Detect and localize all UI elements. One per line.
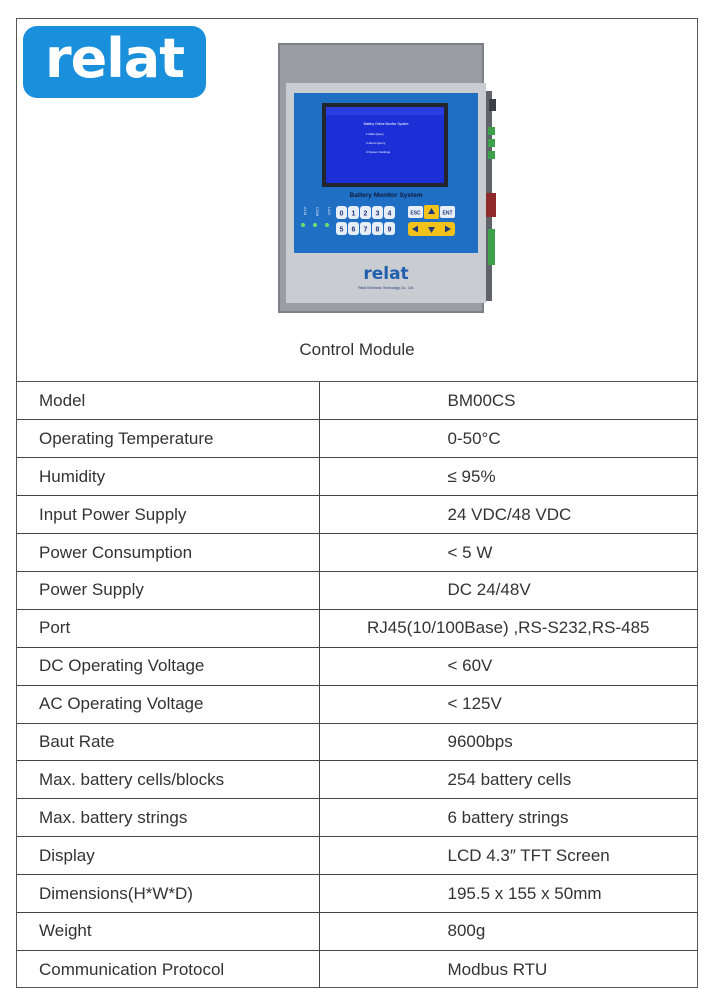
- svg-text:9: 9: [387, 226, 392, 234]
- spec-value: 24 VDC/48 VDC: [319, 496, 697, 534]
- spec-row: [17, 912, 697, 950]
- spec-value: 9600bps: [319, 723, 697, 761]
- spec-value: 254 battery cells: [319, 761, 697, 799]
- lcd-screen: [326, 107, 444, 183]
- svg-text:4: 4: [387, 210, 392, 218]
- panel-title: Battery Monitor System: [349, 192, 423, 199]
- spec-value: < 5 W: [319, 534, 697, 572]
- spec-row: [17, 875, 697, 913]
- spec-row: [17, 609, 697, 647]
- spec-row: [17, 685, 697, 723]
- spec-label: Humidity: [17, 458, 319, 496]
- spec-value: BM00CS: [319, 382, 697, 420]
- spec-label: DC Operating Voltage: [17, 647, 319, 685]
- spec-label: Power Supply: [17, 571, 319, 609]
- spec-label: Weight: [17, 912, 319, 950]
- spec-value: LCD 4.3″ TFT Screen: [319, 837, 697, 875]
- spec-label: Model: [17, 382, 319, 420]
- spec-row: [17, 647, 697, 685]
- keypad-key: [372, 222, 383, 235]
- spec-value: ≤ 95%: [319, 458, 697, 496]
- spec-label: Communication Protocol: [17, 950, 319, 988]
- spec-row: [17, 723, 697, 761]
- led-alm: [301, 223, 305, 227]
- spec-table: [17, 382, 697, 988]
- spec-label: Display: [17, 837, 319, 875]
- spec-label: Dimensions(H*W*D): [17, 875, 319, 913]
- keypad-key: [360, 206, 371, 219]
- esc-key: ESC: [410, 210, 421, 217]
- spec-row: [17, 837, 697, 875]
- spec-row: [17, 950, 697, 988]
- spec-row: [17, 799, 697, 837]
- ent-key: ENT: [442, 210, 453, 217]
- spec-row: [17, 761, 697, 799]
- led-label-lan: LAN: [327, 207, 332, 215]
- led-label-alm: ALM: [303, 207, 308, 216]
- spec-label: Max. battery strings: [17, 799, 319, 837]
- keypad-key: [336, 206, 347, 219]
- spec-label: Power Consumption: [17, 534, 319, 572]
- control-module-image: [272, 43, 497, 313]
- led-lan: [325, 223, 329, 227]
- svg-text:6: 6: [351, 226, 356, 234]
- keypad-key: [348, 206, 359, 219]
- spec-value: 800g: [319, 912, 697, 950]
- image-caption: Control Module: [299, 340, 415, 359]
- screen-menu-2: 2.Alarm Query: [366, 141, 386, 145]
- spec-label: Port: [17, 609, 319, 647]
- spec-label: Baut Rate: [17, 723, 319, 761]
- spec-value: DC 24/48V: [319, 571, 697, 609]
- svg-text:0: 0: [339, 210, 344, 218]
- screen-menu-1: 1.Data Query: [366, 132, 384, 136]
- device-logo: relat: [363, 264, 409, 284]
- spec-value: < 125V: [319, 685, 697, 723]
- spec-row: [17, 571, 697, 609]
- spec-label: Max. battery cells/blocks: [17, 761, 319, 799]
- led-label-com: COM: [315, 207, 320, 217]
- spec-value: 6 battery strings: [319, 799, 697, 837]
- device-company: Relat Electronic Technology Co., Ltd.: [358, 286, 414, 290]
- relat-logo: [23, 26, 206, 98]
- spec-value: 0-50°C: [319, 420, 697, 458]
- svg-text:7: 7: [363, 226, 368, 234]
- keypad-key: [372, 206, 383, 219]
- screen-menu-3: 3.System Settings: [366, 150, 391, 154]
- svg-text:2: 2: [363, 210, 368, 218]
- spec-label: Input Power Supply: [17, 496, 319, 534]
- keypad-key: [336, 222, 347, 235]
- keypad-key: [348, 222, 359, 235]
- spec-row: [17, 458, 697, 496]
- screen-title: Battery Online Monitor System: [363, 122, 409, 126]
- led-com: [313, 223, 317, 227]
- product-header: [17, 19, 697, 382]
- spec-value: 195.5 x 155 x 50mm: [319, 875, 697, 913]
- keypad-key: [360, 222, 371, 235]
- spec-label: AC Operating Voltage: [17, 685, 319, 723]
- svg-text:3: 3: [375, 210, 380, 218]
- keypad-key: [384, 222, 395, 235]
- spec-row: [17, 534, 697, 572]
- spec-row: [17, 496, 697, 534]
- spec-value: RJ45(10/100Base) ,RS-S232,RS-485: [319, 609, 697, 647]
- spec-value: Modbus RTU: [447, 959, 548, 979]
- spec-label: Operating Temperature: [17, 420, 319, 458]
- svg-text:8: 8: [375, 226, 380, 234]
- svg-text:1: 1: [351, 210, 356, 218]
- keypad-key: [384, 206, 395, 219]
- spec-row: [17, 382, 697, 420]
- spec-value: < 60V: [319, 647, 697, 685]
- svg-text:5: 5: [339, 226, 344, 234]
- spec-row: [17, 420, 697, 458]
- logo-text: relat: [44, 27, 185, 90]
- spec-sheet: [16, 18, 698, 988]
